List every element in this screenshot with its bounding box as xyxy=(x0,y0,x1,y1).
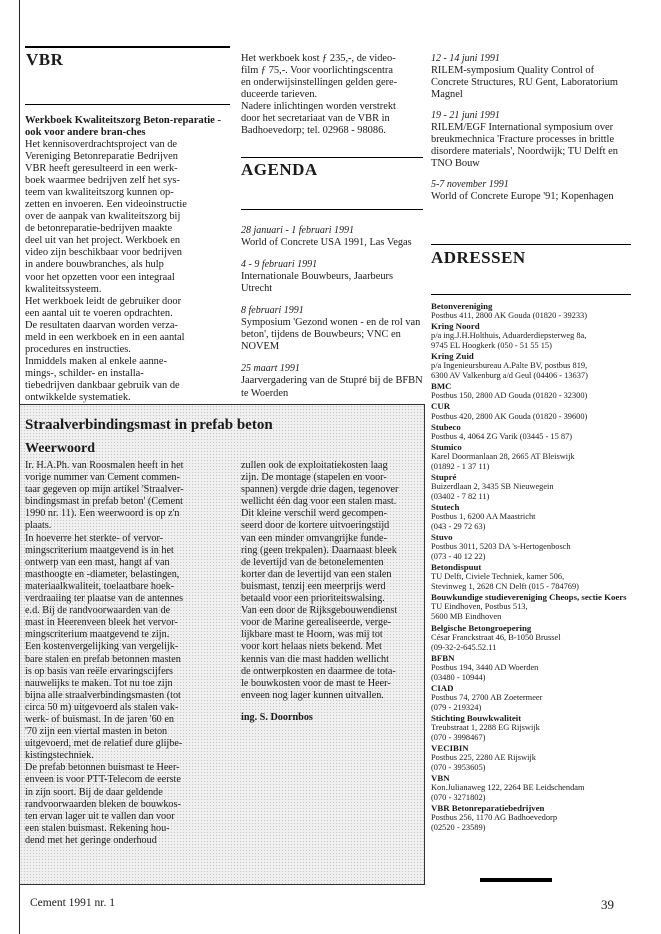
boxed-article-left-column xyxy=(25,460,230,847)
address-entry xyxy=(431,592,631,622)
address-name: CIAD xyxy=(431,682,454,693)
agenda-item xyxy=(431,110,631,170)
box-line: verdraaiing ter plaatse van de antennes xyxy=(25,593,184,605)
address-entry xyxy=(431,422,631,442)
agenda-text: RILEM/EGF International symposium over breukmechnica 'Fracture processes in brittle disordere materials', Noordwijk; TU Delft en TNO Bouw xyxy=(431,122,618,170)
address-line: (03402 - 7 82 11) xyxy=(431,491,490,501)
address-line: (02520 - 23589) xyxy=(431,823,486,833)
article-line: boek waarmee bedrijven zelf het sys- xyxy=(25,175,180,187)
box-line: mingscriterium maatgevend te zijn. xyxy=(25,629,170,641)
agenda-item xyxy=(241,363,423,399)
adressen-bottom-rule xyxy=(431,294,631,295)
box-line: is op basis van reële ervaringscijfers xyxy=(25,665,173,677)
address-line: Postbus 194, 3440 AD Woerden xyxy=(431,662,539,672)
agenda-item xyxy=(241,305,423,353)
end-bar xyxy=(480,878,552,882)
box-line: vorige nummer van Cement commen- xyxy=(25,472,181,484)
address-entry xyxy=(431,623,631,653)
box-line: randvoorwaarden bleken de bouwkos- xyxy=(25,798,181,810)
box-line: bindingsmast in prefab beton' (Cement xyxy=(25,496,184,508)
address-line: Kon.Julianaweg 122, 2264 BE Leidschendam xyxy=(431,783,585,793)
agenda-item xyxy=(431,179,631,203)
address-line: Postbus 225, 2280 AE Rijswijk xyxy=(431,753,536,763)
boxed-article-subtitle: Weerwoord xyxy=(25,441,95,456)
box-line: In hoeverre het sterkte- of vervor- xyxy=(25,532,164,544)
agenda-date: 19 - 21 juni 1991 xyxy=(431,110,500,122)
section-heading-adressen: ADRESSEN xyxy=(431,248,526,267)
box-line: e.d. Bij de randvoorwaarden van de xyxy=(25,605,171,617)
agenda-text: World of Concrete Europe '91; Kopenhagen xyxy=(431,191,614,203)
article-line: en onderwijsinstellingen gelden gere- xyxy=(241,77,398,89)
agenda-list xyxy=(241,225,423,410)
address-name: BMC xyxy=(431,381,452,392)
address-line: Postbus 256, 1170 AG Badhoevedorp xyxy=(431,813,558,823)
address-line: Postbus 1, 6200 AA Maastricht xyxy=(431,511,536,521)
address-entry xyxy=(431,743,631,773)
address-line: Postbus 4, 4064 ZG Varik (03445 - 15 87) xyxy=(431,431,573,441)
address-entry xyxy=(431,683,631,713)
address-name: Stupré xyxy=(431,471,457,482)
address-line: 5600 MB Eindhoven xyxy=(431,612,502,622)
address-entry xyxy=(431,562,631,592)
article-line: de betonreparatie-bedrijven maakte xyxy=(25,223,173,235)
article-line: Inmiddels maken al enkele aanne- xyxy=(25,355,167,367)
box-line: mingscriterium maatgevend is in het xyxy=(25,544,174,556)
address-entry xyxy=(431,773,631,803)
address-line: (043 - 29 72 63) xyxy=(431,522,486,532)
address-name: VBN xyxy=(431,773,450,784)
box-line: voor kort helaas niets bekend. Met xyxy=(241,641,382,653)
box-line: Een kostenvergelijking van vergelijk- xyxy=(25,641,179,653)
address-name: Betonvereniging xyxy=(431,301,493,311)
agenda-bottom-rule xyxy=(241,209,423,210)
box-line: uitgevoerd, met de relatief dure glijbe- xyxy=(25,738,183,750)
box-line: circa 50 m) uitgevoerd als stalen vak- xyxy=(25,701,179,713)
address-line: (070 - 3953605) xyxy=(431,763,486,773)
agenda-text: World of Concrete USA 1991, Las Vegas xyxy=(241,237,412,249)
address-entry xyxy=(431,351,631,381)
address-line: Postbus 150, 2800 AD Gouda (01820 - 32300) xyxy=(431,391,588,401)
address-name: VBR Betonreparatiebedrijven xyxy=(431,803,545,814)
signature: ing. S. Doornbos xyxy=(241,711,313,723)
agenda-text: Jaarvergadering van de Stupré bij de BFBN te Woerden xyxy=(241,375,423,399)
box-line: Van een door de Rijksgebouwendienst xyxy=(241,605,398,617)
article-line: voor het opzetten voor een integraal xyxy=(25,271,175,283)
boxed-article-title: Straalverbindingsmast in prefab beton xyxy=(25,417,273,433)
article-line: teem van kwaliteitszorg kunnen op- xyxy=(25,187,174,199)
agenda-item xyxy=(431,53,631,101)
address-line: Treubstraat 1, 2288 EG Rijswijk xyxy=(431,722,540,732)
article-line: video zijn beschikbaar voor bedrijven xyxy=(25,247,182,259)
article-line: De resultaten daarvan worden verza- xyxy=(25,319,178,331)
article-line: film ƒ 75,-. Voor voorlichtingscentra xyxy=(241,65,393,77)
address-line: (03480 - 10944) xyxy=(431,672,486,682)
address-name: Kring Noord xyxy=(431,321,480,332)
address-entry xyxy=(431,321,631,351)
agenda-text: RILEM-symposium Quality Control of Concrete Structures, RU Gent, Laboratorium Magnel xyxy=(431,65,618,101)
address-line: (073 - 40 12 22) xyxy=(431,552,486,562)
address-name: BFBN xyxy=(431,652,455,663)
box-line: ontwerp van een mast, hangt af van xyxy=(25,556,170,568)
address-line: (070 - 3998467) xyxy=(431,733,486,743)
address-line: TU Delft, Civiele Techniek, kamer 506, xyxy=(431,572,565,582)
box-line: een stalen buismast. Rekening hou- xyxy=(25,822,170,834)
agenda-date: 4 - 9 februari 1991 xyxy=(241,259,318,271)
article-line: mings-, schilder- en installa- xyxy=(25,367,144,379)
box-line: bijna alle straalverbindingsmasten (tot xyxy=(25,689,181,701)
address-line: p/a Ingenieursbureau A.Palte BV, postbus 819, xyxy=(431,361,588,371)
boxed-article-right-column xyxy=(241,460,419,724)
article-title: Werkboek Kwaliteitszorg Beton-reparatie - ook voor andere bran-ches xyxy=(25,115,222,138)
agenda-date: 5-7 november 1991 xyxy=(431,179,509,191)
article-line: procedures en instructies. xyxy=(25,343,131,355)
box-line: masthoogte en -diameter, belastingen, xyxy=(25,568,180,580)
agenda-date: 25 maart 1991 xyxy=(241,363,300,375)
adressen-top-rule xyxy=(431,244,631,245)
agenda-item xyxy=(241,259,423,295)
box-line: plaats. xyxy=(25,520,52,532)
footer-journal: Cement 1991 nr. 1 xyxy=(30,897,115,909)
address-line: 9745 EL Hoogkerk (050 - 51 55 15) xyxy=(431,341,552,351)
article-line: een aantal uit te voeren opdrachten. xyxy=(25,307,173,319)
address-line: Buizerdlaan 2, 3435 SB Nieuwegein xyxy=(431,481,554,491)
address-line: (09-32-2-645.52.11 xyxy=(431,642,497,652)
address-line: (079 - 219324) xyxy=(431,702,482,712)
box-line: in zijn soort. Bij de daar geldende xyxy=(25,786,163,798)
article-line: ontwikkelde systematiek. xyxy=(25,391,131,403)
box-line: 1990 nr. 11). Een weerwoord is op z'n xyxy=(25,508,180,520)
address-line: p/a ing.J.H.Holthuis, Aduarderdiepsterweg 8a, xyxy=(431,331,587,341)
agenda-list-right xyxy=(431,53,631,213)
agenda-text: Internationale Bouwbeurs, Jaarbeurs Utrecht xyxy=(241,271,394,295)
box-line: mast in Heerenveen bleek het vervor- xyxy=(25,617,178,629)
article-body xyxy=(25,139,230,404)
address-entry xyxy=(431,442,631,472)
address-line: 6300 AV Valkenburg a/d Geul (04406 - 13637) xyxy=(431,371,588,381)
box-line: materiaalkwaliteit, toelaatbare hoek- xyxy=(25,580,175,592)
article-line: VBR heeft geresulteerd in een werk- xyxy=(25,163,178,175)
article-line: zetten en invoeren. Een videoinstructie xyxy=(25,199,187,211)
article-continuation xyxy=(241,53,423,137)
address-entry xyxy=(431,381,631,401)
address-line: (01892 - 1 37 11) xyxy=(431,461,490,471)
box-line: zullen ook de exploitatiekosten laag xyxy=(241,460,388,471)
box-line: ten ervan lager uit te vallen dan voor xyxy=(25,810,175,822)
article-line: tiebedrijven dankbaar gebruik van de xyxy=(25,379,180,391)
box-line: ring (geen trekpalen). Daarnaast bleek xyxy=(241,544,397,556)
article-line: duceerde tarieven. xyxy=(241,89,318,101)
address-name: Belgische Betongroepering xyxy=(431,622,532,633)
box-line: buismast, tenzij een meerprijs werd xyxy=(241,580,386,592)
address-name: Stubeco xyxy=(431,421,461,432)
address-name: Bouwkundige studievereniging Cheops, sectie Koers xyxy=(431,592,627,603)
article-line: door het secretariaat van de VBR in xyxy=(241,113,390,125)
box-line: korter dan de levertijd van een stalen xyxy=(241,568,392,580)
address-entry xyxy=(431,472,631,502)
section-heading-vbr: VBR xyxy=(26,50,64,69)
address-name: VECIBIN xyxy=(431,743,469,754)
box-line: werk- of buismast. In de jaren '60 en xyxy=(25,713,174,725)
box-line: seerd door de kortere uitvoeringstijd xyxy=(241,520,390,532)
article-line: deel uit van het project. Werkboek en xyxy=(25,235,181,247)
address-line: Postbus 3011, 5203 DA 's-Hertogenbosch xyxy=(431,542,571,552)
agenda-item xyxy=(241,225,423,249)
address-line: Postbus 74, 2700 AB Zoetermeer xyxy=(431,692,543,702)
address-name: Stutech xyxy=(431,501,460,512)
box-line: lijkbare mast te Hoorn, was mij tot xyxy=(241,629,383,641)
box-line: De prefab betonnen buismast te Heer- xyxy=(25,762,180,774)
address-name: CUR xyxy=(431,401,451,412)
box-line: spannen) vergde drie dagen, tegenover xyxy=(241,484,399,496)
address-line: Postbus 411, 2800 AK Gouda (01820 - 39233) xyxy=(431,311,588,321)
vbr-top-rule xyxy=(25,46,230,48)
article-line: Badhoevedorp; tel. 02968 - 98086. xyxy=(241,125,386,137)
address-line: Postbus 420, 2800 AK Gouda (01820 - 39600) xyxy=(431,411,588,421)
box-line: van een minder omvangrijke funde- xyxy=(241,532,387,544)
article-line: Het werkboek kost ƒ 235,-, de video- xyxy=(241,53,396,64)
article-line: over de aanpak van kwaliteitszorg bij xyxy=(25,211,181,223)
box-line: enveen is voor PTT-Telecom de eerste xyxy=(25,774,181,786)
vbr-article xyxy=(25,115,230,404)
box-line: voor de Marine gerealiseerde, verge- xyxy=(241,617,392,629)
address-name: Stuvo xyxy=(431,532,453,543)
agenda-date: 8 februari 1991 xyxy=(241,305,304,317)
article-line: meld in een werkboek en in een aantal xyxy=(25,331,185,343)
box-line: enveen nog lager kunnen uitvallen. xyxy=(241,689,384,701)
article-line: kwaliteitssysteem. xyxy=(25,283,102,295)
vbr-bottom-rule xyxy=(25,104,230,105)
article-line: Nadere inlichtingen worden verstrekt xyxy=(241,101,396,113)
box-line: kistingstechniek. xyxy=(25,750,94,762)
box-line: le bouwkosten voor de mast te Heer- xyxy=(241,677,391,689)
address-name: Kring Zuid xyxy=(431,351,474,362)
box-line: '70 zijn een viertal masten in beton xyxy=(25,726,168,738)
box-line: nauwelijks te maken. Tot nu toe zijn xyxy=(25,677,173,689)
address-line: Karel Doormanlaan 28, 2665 AT Bleiswijk xyxy=(431,451,575,461)
box-line: bare stalen en prefab betonnen masten xyxy=(25,653,181,665)
box-line: dend met het geringe onderhoud xyxy=(25,834,157,846)
box-line: taar gegeven op mijn artikel 'Straalver- xyxy=(25,484,184,496)
address-entry xyxy=(431,532,631,562)
box-line: de ontwerpkosten en daarmee de tota- xyxy=(241,665,396,677)
address-entry xyxy=(431,502,631,532)
article-line: Vereniging Betonreparatie Bedrijven xyxy=(25,151,178,163)
address-line: César Franckstraat 46, B-1050 Brussel xyxy=(431,632,561,642)
address-entry xyxy=(431,713,631,743)
box-line: wellicht één dag voor een stalen mast. xyxy=(241,496,397,508)
box-line: zijn. De montage (stapelen en voor- xyxy=(241,472,387,484)
address-entry xyxy=(431,301,631,321)
page-number: 39 xyxy=(601,897,614,912)
address-entry xyxy=(431,401,631,421)
box-line: kennis van die mast hadden wellicht xyxy=(241,653,389,665)
box-line: de levertijd van de betonelementen xyxy=(241,556,384,568)
article-line: Het kennisoverdrachtsproject van de xyxy=(25,139,178,150)
box-line: Dit kleine verschil werd gecompen- xyxy=(241,508,387,520)
agenda-date: 12 - 14 juni 1991 xyxy=(431,53,500,64)
agenda-top-rule xyxy=(241,157,423,158)
box-line: betaald voor een prioriteitswalsing. xyxy=(241,593,385,605)
address-entry xyxy=(431,653,631,683)
article-line: Het werkboek leidt de gebruiker door xyxy=(25,295,182,307)
address-list xyxy=(431,301,631,833)
address-entry xyxy=(431,803,631,833)
address-line: TU Eindhoven, Postbus 513, xyxy=(431,602,528,612)
address-name: Stumico xyxy=(431,441,462,452)
address-line: (070 - 3271802) xyxy=(431,793,486,803)
agenda-text: Symposium 'Gezond wonen - en de rol van beton', tijdens de Bouwbeurs; VNC en NOVEM xyxy=(241,317,421,353)
address-line: Stevinweg 1, 2628 CN Delft (015 - 784769) xyxy=(431,582,579,592)
box-line: Ir. H.A.Ph. van Roosmalen heeft in het xyxy=(25,460,184,471)
article-line: in andere bouwbranches, als hulp xyxy=(25,259,164,271)
address-name: Betondispuut xyxy=(431,562,482,573)
section-heading-agenda: AGENDA xyxy=(241,160,318,179)
agenda-date: 28 januari - 1 februari 1991 xyxy=(241,225,355,236)
address-name: Stichting Bouwkwaliteit xyxy=(431,712,522,723)
